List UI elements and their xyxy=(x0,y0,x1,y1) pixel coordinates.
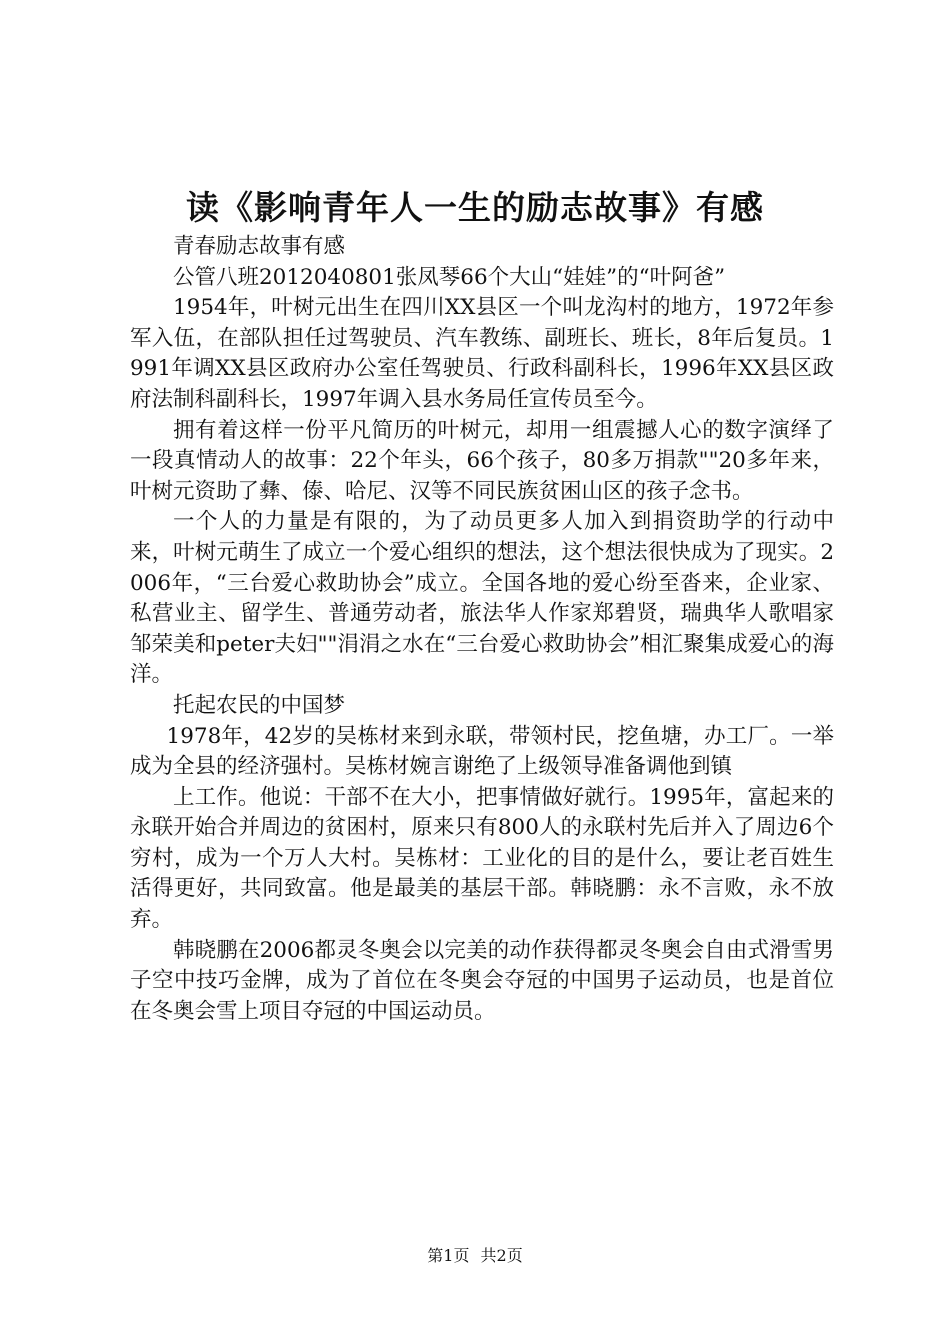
document-body xyxy=(130,232,834,1027)
paragraph: 韩晓鹏在2006都灵冬奥会以完美的动作获得都灵冬奥会自由式滑雪男子空中技巧金牌，成为了首位在冬奥会夺冠的中国男子运动员，也是首位在冬奥会雪上项目夺冠的中国运动员。 xyxy=(130,937,834,1024)
paragraph-section-heading: 托起农民的中国梦 xyxy=(173,692,346,718)
document-title: 读《影响青年人一生的励志故事》有感 xyxy=(186,188,764,227)
paragraph: 拥有着这样一份平凡简历的叶树元，却用一组震撼人心的数字演绎了一段真情动人的故事：22个年头，66个孩子，80多万捐款""20多年来，叶树元资助了彝、傣、哈尼、汉等不同民族贫困山区的孩子念书。 xyxy=(130,417,834,504)
paragraph: 1954年，叶树元出生在四川XX县区一个叫龙沟村的地方，1972年参军入伍，在部队担任过驾驶员、汽车教练、副班长、班长，8年后复员。1991年调XX县区政府办公室任驾驶员、行政科副科长，1996年XX县区政府法制科副科长，1997年调入县水务局任宣传员至今。 xyxy=(130,295,834,412)
paragraph: 1978年，42岁的吴栋材来到永联，带领村民，挖鱼塘，办工厂。一举成为全县的经济强村。吴栋材婉言谢绝了上级领导准备调他到镇 xyxy=(130,723,834,780)
paragraph: 上工作。他说：干部不在大小，把事情做好就行。1995年，富起来的永联开始合并周边的贫困村，原来只有800人的永联村先后并入了周边6个穷村，成为一个万人大村。吴栋材：工业化的目的是什么，要让老百姓生活得更好，共同致富。他是最美的基层干部。韩晓鹏：永不言败，永不放弃。 xyxy=(130,784,834,933)
page-footer xyxy=(0,1244,950,1268)
paragraph: 一个人的力量是有限的，为了动员更多人加入到捐资助学的行动中来，叶树元萌生了成立一个爱心组织的想法，这个想法很快成为了现实。2006年，“三台爱心救助协会”成立。全国各地的爱心纷至沓来，企业家、私营业主、留学生、普通劳动者，旅法华人作家郑碧贤，瑞典华人歌唱家邹荣美和peter夫妇""涓涓之水在“三台爱心救助协会”相汇聚集成爱心的海洋。 xyxy=(130,509,834,688)
paragraph-author-line: 公管八班2012040801张凤琴66个大山“娃娃”的“叶阿爸” xyxy=(173,264,726,290)
paragraph-subtitle: 青春励志故事有感 xyxy=(173,234,346,259)
page-number: 第1页 xyxy=(427,1246,470,1265)
page-total: 共2页 xyxy=(480,1246,523,1265)
